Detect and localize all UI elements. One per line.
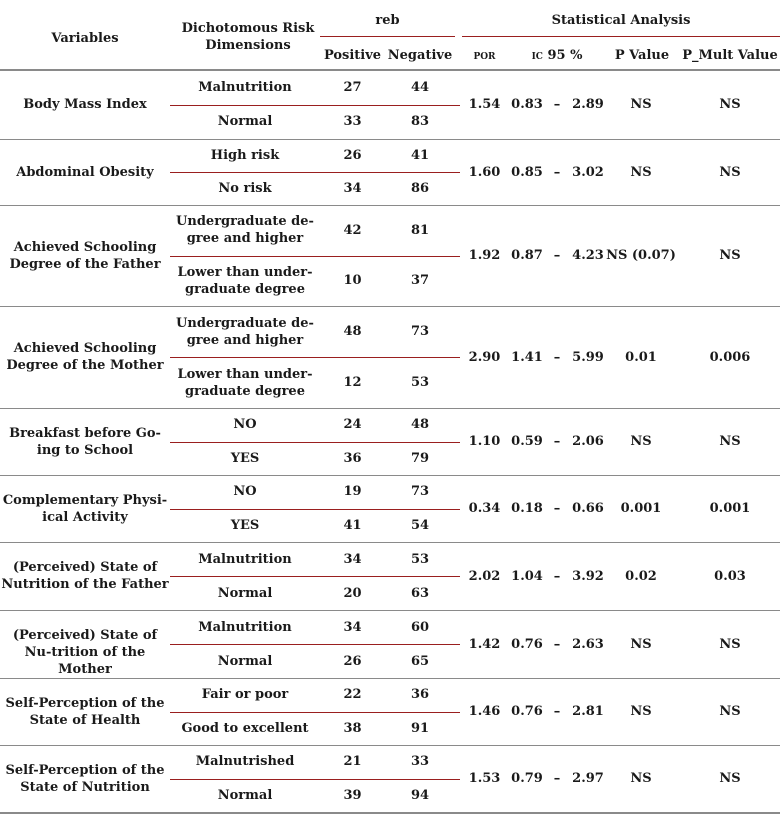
dimension-divider (170, 442, 460, 443)
negative-count: 83 (410, 114, 430, 129)
header-reb: reb (375, 13, 400, 28)
por-value: 1.92 (468, 248, 501, 263)
dimension-divider (170, 256, 460, 257)
ci-dash: – (553, 165, 561, 180)
ci-dash: – (553, 97, 561, 112)
por-value: 1.53 (468, 771, 501, 786)
variable-label: Body Mass Index (23, 97, 147, 112)
positive-count: 34 (343, 181, 362, 196)
positive-count: 21 (343, 754, 362, 769)
variable-label: Self-Perception of the State of Nutrition (5, 763, 165, 795)
dimension-divider (170, 576, 460, 577)
p-mult-value: 0.001 (709, 501, 751, 516)
positive-count: 39 (343, 788, 362, 803)
ci-low: 0.83 (511, 97, 543, 112)
header-ic: ic 95 % (531, 48, 583, 63)
positive-count: 33 (343, 114, 362, 129)
dimension-label: Undergraduate de-gree and higher (176, 214, 314, 246)
negative-count: 73 (410, 484, 430, 499)
variable-label: Self-Perception of the State of Health (5, 696, 165, 728)
negative-count: 86 (410, 181, 430, 196)
dimension-label: Good to excellent (181, 721, 309, 736)
dimension-label: Fair or poor (201, 687, 289, 702)
positive-count: 48 (343, 324, 362, 339)
ci-high: 2.63 (572, 637, 604, 652)
positive-count: 27 (343, 80, 362, 95)
ci-low: 0.18 (511, 501, 543, 516)
ci-dash: – (553, 771, 561, 786)
p-mult-value: 0.03 (714, 569, 746, 584)
header-por: por (473, 48, 496, 63)
header-negative: Negative (387, 48, 453, 63)
ci-low: 0.79 (511, 771, 543, 786)
dimension-divider (170, 779, 460, 780)
variable-label: (Perceived) State of Nu-trition of the Mother (12, 628, 158, 677)
variable-label: Achieved Schooling Degree of the Father (9, 240, 161, 272)
ci-low: 1.04 (511, 569, 543, 584)
negative-count: 41 (410, 148, 430, 163)
positive-count: 38 (343, 721, 362, 736)
variable-label: Complementary Physi-ical Activity (2, 493, 168, 525)
dimension-label: NO (233, 417, 257, 432)
dimension-label: Lower than under-graduate degree (177, 265, 313, 297)
ci-high: 2.06 (572, 434, 604, 449)
ci-high: 0.66 (572, 501, 604, 516)
negative-count: 65 (410, 654, 430, 669)
p-value: NS (630, 771, 652, 786)
row-separator (0, 306, 780, 307)
p-mult-value: NS (719, 97, 741, 112)
header-variables: Variables (51, 31, 119, 46)
negative-count: 91 (410, 721, 430, 736)
p-mult-value: NS (719, 704, 741, 719)
header-stats-rule (462, 36, 780, 37)
dimension-label: High risk (210, 148, 280, 163)
row-separator (0, 542, 780, 543)
p-mult-value: 0.006 (709, 350, 751, 365)
p-value: NS (630, 704, 652, 719)
dimension-label: YES (230, 451, 260, 466)
header-positive: Positive (323, 48, 382, 63)
por-value: 1.54 (468, 97, 501, 112)
ci-dash: – (553, 704, 561, 719)
ci-low: 0.87 (511, 248, 543, 263)
dimension-divider (170, 105, 460, 106)
header-dimensions: Dichotomous Risk Dimensions (181, 21, 315, 53)
header-reb-rule (320, 36, 455, 37)
dimension-label: Malnutrition (198, 620, 292, 635)
dimension-divider (170, 357, 460, 358)
negative-count: 44 (410, 80, 430, 95)
negative-count: 60 (410, 620, 430, 635)
por-value: 2.90 (468, 350, 501, 365)
p-value: NS (0.07) (606, 248, 676, 263)
positive-count: 34 (343, 620, 362, 635)
ci-low: 1.41 (511, 350, 543, 365)
dimension-label: Normal (217, 788, 273, 803)
dimension-label: Normal (217, 586, 273, 601)
dimension-label: Malnutrished (195, 754, 295, 769)
header-pmult: P_Mult Value (682, 48, 778, 63)
ci-high: 5.99 (572, 350, 604, 365)
ci-dash: – (553, 248, 561, 263)
p-mult-value: NS (719, 248, 741, 263)
positive-count: 41 (343, 518, 362, 533)
positive-count: 42 (343, 223, 362, 238)
dimension-divider (170, 712, 460, 713)
p-mult-value: NS (719, 637, 741, 652)
row-separator (0, 205, 780, 206)
variable-label: Achieved Schooling Degree of the Mother (6, 341, 164, 373)
dimension-label: Malnutrition (198, 552, 292, 567)
por-value: 1.42 (468, 637, 501, 652)
dimension-divider (170, 509, 460, 510)
dimension-label: No risk (218, 181, 272, 196)
row-separator (0, 745, 780, 746)
p-mult-value: NS (719, 771, 741, 786)
ci-high: 2.81 (572, 704, 604, 719)
positive-count: 36 (343, 451, 362, 466)
ci-dash: – (553, 350, 561, 365)
por-value: 1.46 (468, 704, 501, 719)
p-value: 0.01 (625, 350, 657, 365)
p-value: 0.02 (625, 569, 657, 584)
negative-count: 54 (410, 518, 430, 533)
p-value: NS (630, 637, 652, 652)
ci-high: 2.89 (572, 97, 604, 112)
p-value: NS (630, 434, 652, 449)
negative-count: 73 (410, 324, 430, 339)
positive-count: 34 (343, 552, 362, 567)
ci-high: 3.92 (572, 569, 604, 584)
positive-count: 19 (343, 484, 362, 499)
dimension-label: Normal (217, 654, 273, 669)
por-value: 1.60 (468, 165, 501, 180)
dimension-label: Lower than under-graduate degree (177, 367, 313, 399)
negative-count: 79 (410, 451, 430, 466)
dimension-label: Undergraduate de-gree and higher (176, 316, 314, 348)
negative-count: 33 (410, 754, 430, 769)
header-stats: Statistical Analysis (551, 13, 691, 28)
row-separator (0, 678, 780, 679)
negative-count: 48 (410, 417, 430, 432)
p-mult-value: NS (719, 165, 741, 180)
por-value: 0.34 (468, 501, 501, 516)
negative-count: 53 (410, 375, 430, 390)
variable-label: (Perceived) State of Nutrition of the Father (1, 560, 169, 592)
positive-count: 20 (343, 586, 362, 601)
row-separator (0, 812, 780, 814)
p-mult-value: NS (719, 434, 741, 449)
row-separator (0, 139, 780, 140)
negative-count: 53 (410, 552, 430, 567)
negative-count: 94 (410, 788, 430, 803)
row-separator (0, 475, 780, 476)
negative-count: 36 (410, 687, 430, 702)
ci-high: 2.97 (572, 771, 604, 786)
header-pvalue: P Value (614, 48, 670, 63)
por-value: 1.10 (468, 434, 501, 449)
ci-low: 0.59 (511, 434, 543, 449)
row-separator (0, 408, 780, 409)
negative-count: 63 (410, 586, 430, 601)
ci-high: 4.23 (572, 248, 604, 263)
header-rule (0, 69, 780, 71)
p-value: NS (630, 97, 652, 112)
negative-count: 37 (410, 273, 430, 288)
variable-label: Abdominal Obesity (16, 165, 154, 180)
ci-dash: – (553, 501, 561, 516)
positive-count: 10 (343, 273, 362, 288)
ci-low: 0.76 (511, 637, 543, 652)
ci-dash: – (553, 569, 561, 584)
ci-low: 0.85 (511, 165, 543, 180)
negative-count: 81 (410, 223, 430, 238)
row-separator (0, 610, 780, 611)
positive-count: 26 (343, 654, 362, 669)
positive-count: 12 (343, 375, 362, 390)
por-value: 2.02 (468, 569, 501, 584)
p-value: NS (630, 165, 652, 180)
ci-low: 0.76 (511, 704, 543, 719)
variable-label: Breakfast before Go-ing to School (9, 426, 161, 458)
positive-count: 22 (343, 687, 362, 702)
positive-count: 26 (343, 148, 362, 163)
ci-high: 3.02 (572, 165, 604, 180)
ci-dash: – (553, 434, 561, 449)
dimension-label: NO (233, 484, 257, 499)
dimension-label: Normal (217, 114, 273, 129)
dimension-label: Malnutrition (198, 80, 292, 95)
dimension-divider (170, 644, 460, 645)
dimension-label: YES (230, 518, 260, 533)
dimension-divider (170, 172, 460, 173)
p-value: 0.001 (620, 501, 662, 516)
ci-dash: – (553, 637, 561, 652)
positive-count: 24 (343, 417, 362, 432)
